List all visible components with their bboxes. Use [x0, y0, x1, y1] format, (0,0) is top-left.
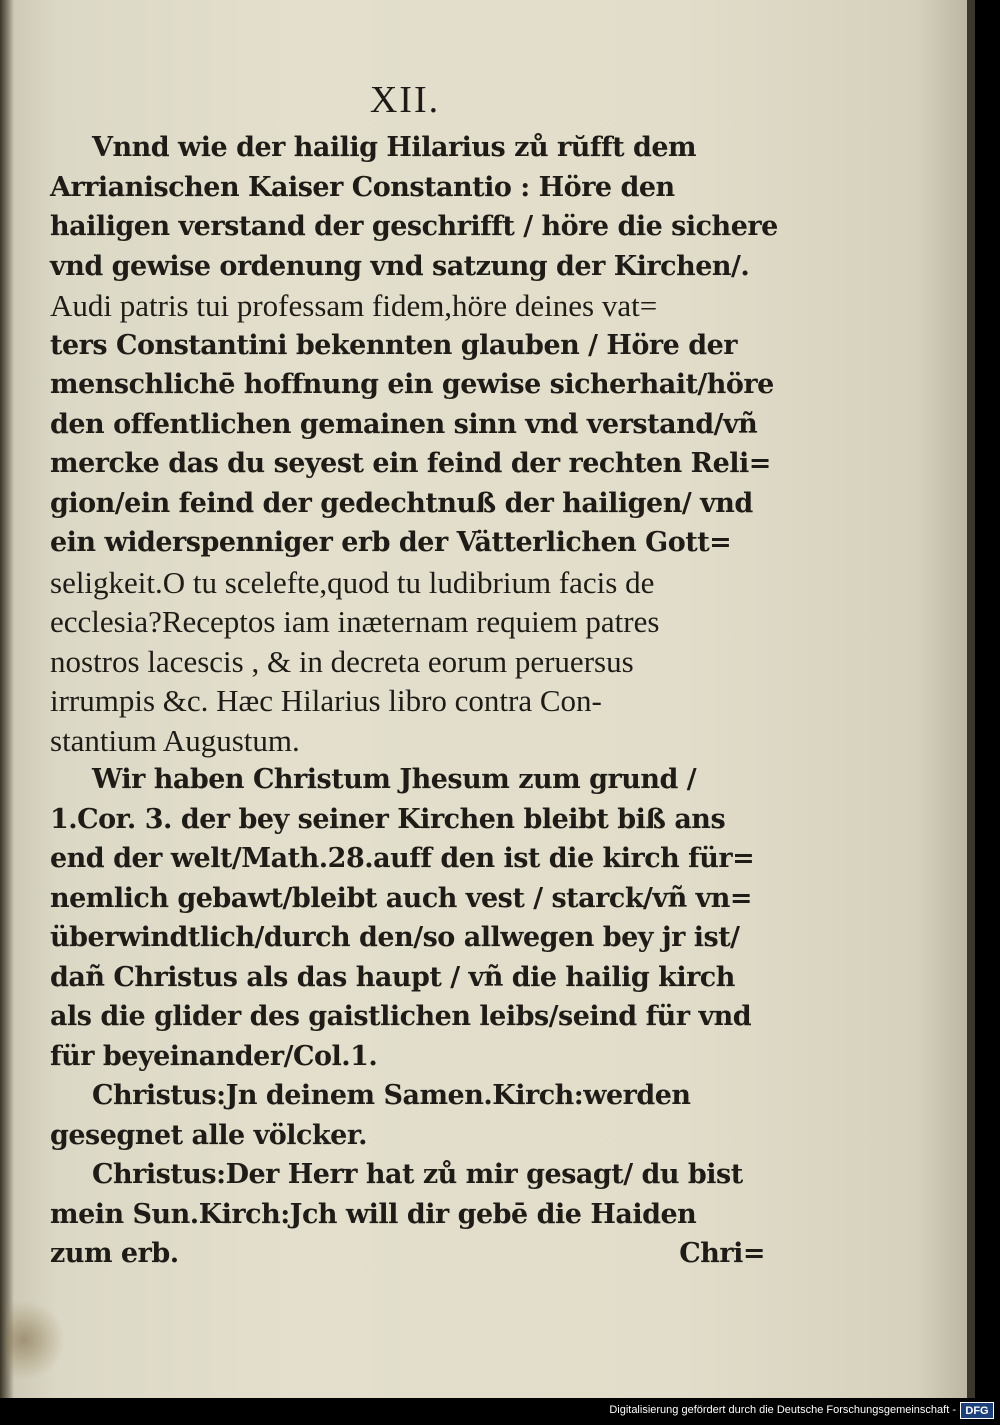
dfg-logo-icon: DFG: [960, 1402, 994, 1419]
text-line: gesegnet alle völcker.: [50, 1119, 368, 1151]
text-line: dañ Christus als das haupt / vñ die hailig kirch: [50, 961, 735, 993]
folio-number: XII.: [369, 79, 441, 121]
page-edge: [967, 0, 975, 1398]
text-line: nostros lacescis , & in decreta eorum peruersus: [50, 643, 634, 679]
text-line: gion/ein feind der gedechtnuß der hailigen/ vnd: [50, 487, 753, 519]
text-line: als die glider des gaistlichen leibs/seind für vnd: [50, 1001, 752, 1032]
footer-bar: [0, 1398, 1000, 1425]
text-line: hailigen verstand der geschrifft / höre die sichere: [50, 211, 778, 242]
text-line: mein Sun.Kirch:Jch will dir gebē die Haiden: [50, 1198, 697, 1230]
text-line: Christus:Jn deinem Samen.Kirch:werden: [92, 1080, 691, 1111]
text-line: menschlichē hoffnung ein gewise sicherhait/höre: [50, 369, 774, 400]
text-line: stantium Augustum.: [50, 722, 300, 758]
text-line: ein widerspenniger erb der Vätterlichen Gott=: [50, 527, 732, 558]
text-line: nemlich gebawt/bleibt auch vest / starck/vñ vn=: [50, 882, 753, 914]
text-line: irrumpis &c. Hæc Hilarius libro contra Con-: [50, 683, 602, 718]
text-line: ters Constantini bekennten glauben / Höre der: [50, 329, 738, 361]
text-line: end der welt/Math.28.auff den ist die kirch für=: [50, 843, 755, 874]
text-line: Audi patris tui professam fidem,höre deines vat=: [50, 288, 658, 323]
text-line: seligkeit.O tu scelefte,quod tu ludibrium facis de: [50, 564, 655, 600]
text-line: Arrianischen Kaiser Constantio : Höre den: [50, 171, 675, 203]
text-line: ecclesia?Receptos iam inæternam requiem patres: [50, 604, 660, 639]
funding-credit: Digitalisierung gefördert durch die Deutsche Forschungsgemeinschaft -: [609, 1404, 956, 1416]
text-line: überwindtlich/durch den/so allwegen bey jr ist/: [50, 922, 740, 953]
text-line: 1.Cor. 3. der bey seiner Kirchen bleibt biß ans: [50, 803, 726, 835]
text-line: für beyeinander/Col.1.: [50, 1040, 378, 1072]
text-line: den offentlichen gemainen sinn vnd verstand/vñ: [50, 408, 758, 440]
text-block: [50, 128, 778, 1274]
last-line: [50, 1234, 765, 1274]
text-line: vnd gewise ordenung vnd satzung der Kirchen/.: [50, 250, 750, 282]
paper-stain: [6, 1300, 66, 1380]
last-line-text: zum erb.: [50, 1238, 179, 1269]
catchword: Chri=: [679, 1238, 765, 1269]
text-line: Christus:Der Herr hat zů mir gesagt/ du bist: [92, 1159, 743, 1190]
text-line: Wir haben Christum Jhesum zum grund /: [92, 764, 697, 795]
text-line: Vnnd wie der hailig Hilarius zů rŭfft dem: [92, 132, 697, 163]
text-line: mercke das du seyest ein feind der rechten Reli=: [50, 448, 771, 479]
